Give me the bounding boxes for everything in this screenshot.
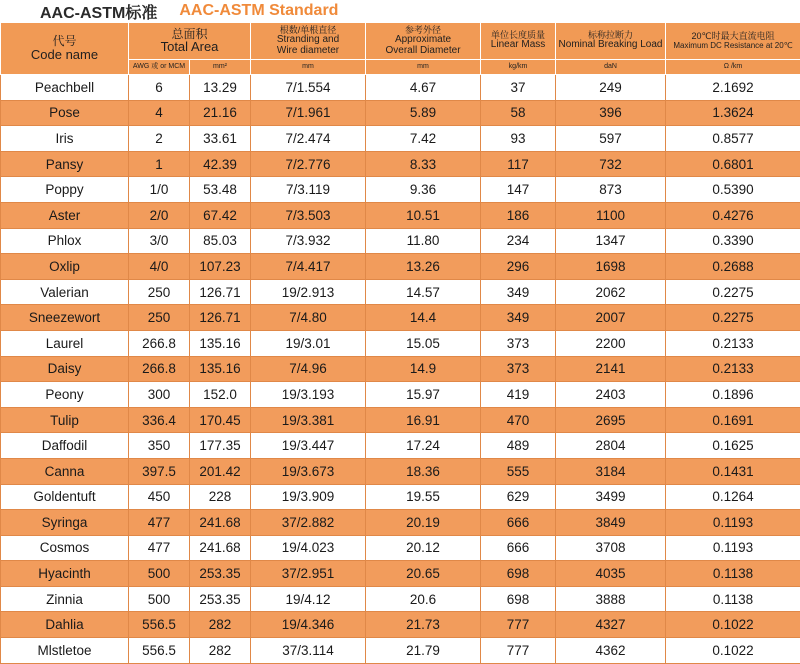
- unit-stranding: mm: [251, 60, 366, 75]
- table-row: [1, 177, 800, 203]
- table-row: [1, 126, 800, 152]
- breaking-load-cell: 1698: [556, 254, 666, 280]
- resistance-cell: 1.3624: [666, 100, 800, 126]
- stranding-cell: 7/2.474: [251, 126, 366, 152]
- diameter-cell: 7.42: [366, 126, 481, 152]
- code-name-cell: Iris: [1, 126, 129, 152]
- stranding-cell: 19/4.346: [251, 612, 366, 638]
- mass-cell: 698: [481, 561, 556, 587]
- resistance-cell: 0.1138: [666, 561, 800, 587]
- code-name-cell: Laurel: [1, 330, 129, 356]
- diameter-cell: 8.33: [366, 151, 481, 177]
- breaking-load-cell: 4035: [556, 561, 666, 587]
- table-row: [1, 202, 800, 228]
- code-name-cell: Sneezewort: [1, 305, 129, 331]
- resistance-cell: 0.1193: [666, 510, 800, 536]
- table-row: [1, 305, 800, 331]
- resistance-cell: 0.2133: [666, 356, 800, 382]
- stranding-cell: 19/2.913: [251, 279, 366, 305]
- diameter-cell: 9.36: [366, 177, 481, 203]
- code-name-cell: Canna: [1, 458, 129, 484]
- code-name-cell: Dahlia: [1, 612, 129, 638]
- area-cell: 201.42: [190, 458, 251, 484]
- awg-cell: 336.4: [129, 407, 190, 433]
- code-name-cell: Cosmos: [1, 535, 129, 561]
- stranding-cell: 7/1.961: [251, 100, 366, 126]
- table-row: [1, 254, 800, 280]
- resistance-cell: 0.2688: [666, 254, 800, 280]
- code-name-cell: Aster: [1, 202, 129, 228]
- diameter-cell: 4.67: [366, 75, 481, 101]
- table-row: [1, 484, 800, 510]
- code-name-cell: Poppy: [1, 177, 129, 203]
- breaking-load-cell: 3499: [556, 484, 666, 510]
- stranding-cell: 37/2.882: [251, 510, 366, 536]
- area-cell: 241.68: [190, 510, 251, 536]
- area-cell: 135.16: [190, 330, 251, 356]
- area-cell: 67.42: [190, 202, 251, 228]
- table-row: [1, 510, 800, 536]
- table-body: [1, 75, 800, 664]
- resistance-cell: 0.6801: [666, 151, 800, 177]
- code-name-cell: Daisy: [1, 356, 129, 382]
- stranding-cell: 19/3.381: [251, 407, 366, 433]
- header-stranding: 根数/单根直径 Stranding and Wire diameter: [251, 23, 366, 60]
- breaking-load-cell: 4362: [556, 638, 666, 664]
- breaking-load-cell: 3708: [556, 535, 666, 561]
- resistance-cell: 0.1022: [666, 612, 800, 638]
- table-row: [1, 586, 800, 612]
- resistance-cell: 0.1138: [666, 586, 800, 612]
- resistance-cell: 0.1193: [666, 535, 800, 561]
- resistance-cell: 0.5390: [666, 177, 800, 203]
- table-row: [1, 100, 800, 126]
- breaking-load-cell: 2141: [556, 356, 666, 382]
- header-total-area: 总面积 Total Area: [129, 23, 251, 60]
- resistance-cell: 0.2275: [666, 305, 800, 331]
- stranding-cell: 7/3.932: [251, 228, 366, 254]
- diameter-cell: 15.97: [366, 382, 481, 408]
- header-overall-diameter: 参考外径 Approximate Overall Diameter: [366, 23, 481, 60]
- breaking-load-cell: 2062: [556, 279, 666, 305]
- table-row: [1, 407, 800, 433]
- diameter-cell: 10.51: [366, 202, 481, 228]
- stranding-cell: 19/4.12: [251, 586, 366, 612]
- diameter-cell: 15.05: [366, 330, 481, 356]
- breaking-load-cell: 396: [556, 100, 666, 126]
- stranding-cell: 19/3.447: [251, 433, 366, 459]
- diameter-cell: 21.79: [366, 638, 481, 664]
- table-row: [1, 458, 800, 484]
- area-cell: 126.71: [190, 279, 251, 305]
- area-cell: 241.68: [190, 535, 251, 561]
- awg-cell: 6: [129, 75, 190, 101]
- table-row: [1, 279, 800, 305]
- diameter-cell: 20.65: [366, 561, 481, 587]
- area-cell: 152.0: [190, 382, 251, 408]
- diameter-cell: 20.12: [366, 535, 481, 561]
- table-row: [1, 433, 800, 459]
- unit-awg: AWG 或 or MCM: [129, 60, 190, 75]
- table-row: [1, 151, 800, 177]
- breaking-load-cell: 3184: [556, 458, 666, 484]
- mass-cell: 489: [481, 433, 556, 459]
- breaking-load-cell: 2804: [556, 433, 666, 459]
- resistance-cell: 0.3390: [666, 228, 800, 254]
- diameter-cell: 20.6: [366, 586, 481, 612]
- stranding-cell: 7/1.554: [251, 75, 366, 101]
- diameter-cell: 14.9: [366, 356, 481, 382]
- mass-cell: 296: [481, 254, 556, 280]
- mass-cell: 419: [481, 382, 556, 408]
- awg-cell: 556.5: [129, 612, 190, 638]
- area-cell: 53.48: [190, 177, 251, 203]
- mass-cell: 629: [481, 484, 556, 510]
- breaking-load-cell: 3888: [556, 586, 666, 612]
- mass-cell: 349: [481, 305, 556, 331]
- area-cell: 21.16: [190, 100, 251, 126]
- resistance-cell: 0.2275: [666, 279, 800, 305]
- mass-cell: 93: [481, 126, 556, 152]
- stranding-cell: 7/3.119: [251, 177, 366, 203]
- table-row: [1, 382, 800, 408]
- awg-cell: 500: [129, 586, 190, 612]
- table-row: [1, 561, 800, 587]
- area-cell: 177.35: [190, 433, 251, 459]
- diameter-cell: 14.4: [366, 305, 481, 331]
- mass-cell: 349: [481, 279, 556, 305]
- code-name-cell: Tulip: [1, 407, 129, 433]
- diameter-cell: 5.89: [366, 100, 481, 126]
- diameter-cell: 19.55: [366, 484, 481, 510]
- page-title-english: AAC-ASTM Standard: [179, 2, 338, 20]
- diameter-cell: 14.57: [366, 279, 481, 305]
- awg-cell: 250: [129, 305, 190, 331]
- code-name-cell: Zinnia: [1, 586, 129, 612]
- resistance-cell: 0.1022: [666, 638, 800, 664]
- resistance-cell: 0.1431: [666, 458, 800, 484]
- code-name-cell: Valerian: [1, 279, 129, 305]
- stranding-cell: 19/3.673: [251, 458, 366, 484]
- resistance-cell: 0.2133: [666, 330, 800, 356]
- breaking-load-cell: 2007: [556, 305, 666, 331]
- awg-cell: 266.8: [129, 330, 190, 356]
- resistance-cell: 0.1625: [666, 433, 800, 459]
- table-row: [1, 75, 800, 101]
- mass-cell: 37: [481, 75, 556, 101]
- mass-cell: 777: [481, 638, 556, 664]
- area-cell: 170.45: [190, 407, 251, 433]
- area-cell: 253.35: [190, 586, 251, 612]
- page-title-bar: [0, 0, 800, 22]
- header-code-name: 代号 Code name: [1, 23, 129, 75]
- header-breaking-load: 标称拉断力 Nominal Breaking Load: [556, 23, 666, 60]
- code-name-cell: Phlox: [1, 228, 129, 254]
- stranding-cell: 19/4.023: [251, 535, 366, 561]
- diameter-cell: 21.73: [366, 612, 481, 638]
- breaking-load-cell: 1347: [556, 228, 666, 254]
- mass-cell: 666: [481, 510, 556, 536]
- breaking-load-cell: 873: [556, 177, 666, 203]
- table-row: [1, 228, 800, 254]
- mass-cell: 698: [481, 586, 556, 612]
- area-cell: 126.71: [190, 305, 251, 331]
- awg-cell: 4/0: [129, 254, 190, 280]
- awg-cell: 450: [129, 484, 190, 510]
- area-cell: 85.03: [190, 228, 251, 254]
- table-row: [1, 356, 800, 382]
- area-cell: 42.39: [190, 151, 251, 177]
- breaking-load-cell: 3849: [556, 510, 666, 536]
- table-header: [1, 23, 800, 75]
- resistance-cell: 2.1692: [666, 75, 800, 101]
- awg-cell: 2/0: [129, 202, 190, 228]
- area-cell: 253.35: [190, 561, 251, 587]
- area-cell: 228: [190, 484, 251, 510]
- awg-cell: 397.5: [129, 458, 190, 484]
- header-dc-resistance: 20℃时最大直流电阻 Maximum DC Resistance at 20℃: [666, 23, 800, 60]
- awg-cell: 477: [129, 510, 190, 536]
- unit-diameter: mm: [366, 60, 481, 75]
- breaking-load-cell: 597: [556, 126, 666, 152]
- code-name-cell: Oxlip: [1, 254, 129, 280]
- awg-cell: 300: [129, 382, 190, 408]
- code-name-cell: Mlstletoe: [1, 638, 129, 664]
- awg-cell: 266.8: [129, 356, 190, 382]
- mass-cell: 373: [481, 330, 556, 356]
- breaking-load-cell: 4327: [556, 612, 666, 638]
- mass-cell: 373: [481, 356, 556, 382]
- area-cell: 135.16: [190, 356, 251, 382]
- awg-cell: 1: [129, 151, 190, 177]
- diameter-cell: 13.26: [366, 254, 481, 280]
- stranding-cell: 7/3.503: [251, 202, 366, 228]
- diameter-cell: 18.36: [366, 458, 481, 484]
- page-title: AAC-ASTM标准: [40, 0, 157, 23]
- resistance-cell: 0.1264: [666, 484, 800, 510]
- stranding-cell: 19/3.909: [251, 484, 366, 510]
- area-cell: 107.23: [190, 254, 251, 280]
- header-linear-mass: 单位长度质量 Linear Mass: [481, 23, 556, 60]
- stranding-cell: 19/3.193: [251, 382, 366, 408]
- code-name-cell: Pose: [1, 100, 129, 126]
- code-name-cell: Peony: [1, 382, 129, 408]
- stranding-cell: 19/3.01: [251, 330, 366, 356]
- mass-cell: 117: [481, 151, 556, 177]
- diameter-cell: 20.19: [366, 510, 481, 536]
- diameter-cell: 16.91: [366, 407, 481, 433]
- mass-cell: 470: [481, 407, 556, 433]
- table-row: [1, 612, 800, 638]
- resistance-cell: 0.8577: [666, 126, 800, 152]
- stranding-cell: 37/3.114: [251, 638, 366, 664]
- mass-cell: 58: [481, 100, 556, 126]
- area-cell: 282: [190, 612, 251, 638]
- awg-cell: 4: [129, 100, 190, 126]
- breaking-load-cell: 732: [556, 151, 666, 177]
- area-cell: 33.61: [190, 126, 251, 152]
- unit-resistance: Ω /km: [666, 60, 800, 75]
- code-name-cell: Peachbell: [1, 75, 129, 101]
- resistance-cell: 0.4276: [666, 202, 800, 228]
- area-cell: 13.29: [190, 75, 251, 101]
- mass-cell: 555: [481, 458, 556, 484]
- code-name-cell: Pansy: [1, 151, 129, 177]
- awg-cell: 350: [129, 433, 190, 459]
- stranding-cell: 7/4.80: [251, 305, 366, 331]
- awg-cell: 250: [129, 279, 190, 305]
- diameter-cell: 17.24: [366, 433, 481, 459]
- table-row: [1, 330, 800, 356]
- mass-cell: 666: [481, 535, 556, 561]
- awg-cell: 556.5: [129, 638, 190, 664]
- breaking-load-cell: 2403: [556, 382, 666, 408]
- resistance-cell: 0.1691: [666, 407, 800, 433]
- stranding-cell: 7/4.417: [251, 254, 366, 280]
- code-name-cell: Goldentuft: [1, 484, 129, 510]
- table-row: [1, 535, 800, 561]
- breaking-load-cell: 2200: [556, 330, 666, 356]
- mass-cell: 147: [481, 177, 556, 203]
- stranding-cell: 7/4.96: [251, 356, 366, 382]
- diameter-cell: 11.80: [366, 228, 481, 254]
- breaking-load-cell: 249: [556, 75, 666, 101]
- breaking-load-cell: 1100: [556, 202, 666, 228]
- resistance-cell: 0.1896: [666, 382, 800, 408]
- unit-area: mm²: [190, 60, 251, 75]
- awg-cell: 500: [129, 561, 190, 587]
- code-name-cell: Daffodil: [1, 433, 129, 459]
- awg-cell: 477: [129, 535, 190, 561]
- aac-astm-spec-table: [0, 22, 800, 664]
- stranding-cell: 37/2.951: [251, 561, 366, 587]
- mass-cell: 186: [481, 202, 556, 228]
- code-name-cell: Hyacinth: [1, 561, 129, 587]
- unit-breaking: daN: [556, 60, 666, 75]
- mass-cell: 234: [481, 228, 556, 254]
- breaking-load-cell: 2695: [556, 407, 666, 433]
- table-row: [1, 638, 800, 664]
- stranding-cell: 7/2.776: [251, 151, 366, 177]
- area-cell: 282: [190, 638, 251, 664]
- unit-mass: kg/km: [481, 60, 556, 75]
- code-name-cell: Syringa: [1, 510, 129, 536]
- mass-cell: 777: [481, 612, 556, 638]
- awg-cell: 1/0: [129, 177, 190, 203]
- awg-cell: 2: [129, 126, 190, 152]
- awg-cell: 3/0: [129, 228, 190, 254]
